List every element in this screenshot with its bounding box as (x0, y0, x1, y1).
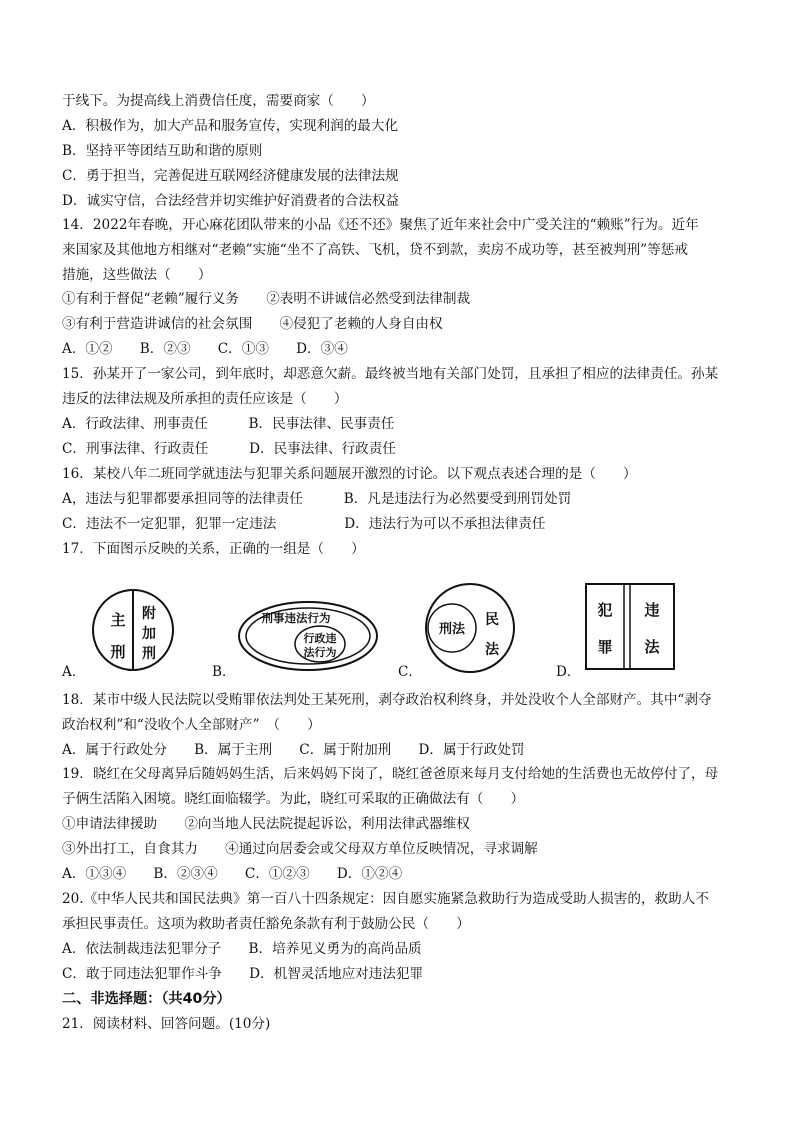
question-14-line-2: 来国家及其他地方相继对“老赖”实施“坐不了高铁、飞机，贷不到款，卖房不成功等，甚至被判刑”等惩戒 (62, 242, 688, 258)
option-c: C．勇于担当，完善促进互联网经济健康发展的法律法规 (62, 168, 399, 184)
question-20-line-1: 20.《中华人民共和国民法典》第一百八十四条规定：因自愿实施紧急救助行为造成受助人损害的，救助人不 (62, 891, 709, 907)
option-a: A．积极作为，加大产品和服务宣传，实现利润的最大化 (62, 118, 399, 134)
option-d: D．诚实守信，合法经营并切实维护好消费者的合法权益 (62, 193, 400, 209)
diagram-a-right-2: 加 (142, 626, 156, 642)
question-14-line-3: 措施，这些做法（ ） (62, 267, 212, 283)
question-14-options: A．①② B．②③ C．①③ D．③④ (62, 341, 348, 357)
question-19-options: A．①③④ B．②③④ C．①②③ D．①②④ (62, 866, 403, 882)
diagram-a-letter: A． (62, 664, 86, 680)
question-20-options-cd: C．敢于同违法犯罪作斗争 D．机智灵活地应对违法犯罪 (62, 966, 424, 982)
diagram-c-inner-label: 刑法 (438, 622, 466, 637)
question-15-options-cd: C．刑事法律、行政责任 D．民事法律、行政责任 (62, 441, 396, 457)
diagram-a-right-1: 附 (142, 606, 156, 622)
question-15-line-1: 15．孙某开了一家公司，到年底时，却恶意欠薪。最终被当地有关部门处罚，且承担了相应的法律责任。孙某 (62, 366, 719, 382)
question-18-options: A．属于行政处分 B．属于主刑 C．属于附加刑 D．属于行政处罚 (62, 742, 525, 758)
diagram-d-right-1: 违 (644, 601, 660, 619)
question-15-line-2: 违反的法律法规及所承担的责任应该是（ ） (62, 391, 348, 407)
diagram-d-left-2: 罪 (597, 638, 613, 656)
question-18-line-2: 政治权利”和“没收个人全部财产” （ ） (62, 717, 321, 733)
diagram-c-letter: C． (398, 664, 422, 680)
question-21-line: 21．阅读材料、回答问题。(10分) (62, 1016, 271, 1032)
diagram-b-inner-label-1: 行政违 (303, 632, 337, 645)
question-15-options-ab: A．行政法律、刑事责任 B．民事法律、民事责任 (62, 416, 395, 432)
question-19-line-1: 19．晓红在父母离异后随妈妈生活，后来妈妈下岗了，晓红爸爸原来每月支付给她的生活费也无故停付了，母 (62, 766, 719, 782)
diagram-a (88, 585, 178, 675)
question-20-options-ab: A．依法制裁违法犯罪分子 B．培养见义勇为的高尚品质 (62, 941, 422, 957)
statement-3-4: ③有利于营造讲诚信的社会氛围 ④侵犯了老赖的人身自由权 (62, 316, 443, 332)
question-16-options-ab: A，违法与犯罪都要承担同等的法律责任 B．凡是违法行为必然要受到刑罚处罚 (62, 491, 572, 507)
diagram-a-left-2: 刑 (110, 643, 126, 661)
question-16-line: 16．某校八年二班同学就违法与犯罪关系问题展开激烈的讨论。以下观点表述合理的是（ ） (62, 466, 637, 482)
diagram-a-left-1: 主 (110, 611, 126, 629)
question-14-line-1: 14．2022年春晚，开心麻花团队带来的小品《还不还》聚焦了近年来社会中广受关注的“赖账”行为。近年 (62, 217, 699, 233)
diagram-d-right-2: 法 (644, 638, 660, 656)
diagram-d-letter: D． (556, 664, 581, 680)
statement-1-2: ①申请法律援助 ②向当地人民法院提起诉讼，利用法律武器维权 (62, 816, 470, 832)
diagram-d (584, 582, 676, 672)
question-17-line: 17．下面图示反映的关系，正确的一组是（ ） (62, 541, 365, 557)
diagram-b-letter: B． (212, 664, 236, 680)
diagram-a-right-3: 刑 (142, 646, 156, 662)
option-b: B．坚持平等团结互助和谐的原则 (62, 143, 263, 159)
diagram-b-inner-label-2: 法行为 (303, 646, 337, 659)
diagram-c (420, 580, 520, 676)
statement-1-2: ①有利于督促“老赖”履行义务 ②表明不讲诚信必然受到法律制裁 (62, 291, 471, 307)
question-20-line-2: 承担民事责任。这项为救助者责任豁免条款有利于鼓励公民（ ） (62, 916, 470, 932)
text-line: 于线下。为提高线上消费信任度，需要商家（ ） (62, 93, 375, 109)
question-19-line-2: 子俩生活陷入困境。晓红面临辍学。为此，晓红可采取的正确做法有（ ） (62, 791, 525, 807)
question-16-options-cd: C．违法不一定犯罪，犯罪一定违法 D．违法行为可以不承担法律责任 (62, 516, 546, 532)
diagram-c-outer-label-2: 法 (485, 642, 499, 658)
section-heading: 二、非选择题：（共40分） (62, 991, 231, 1007)
question-18-line-1: 18．某市中级人民法院以受贿罪依法判处王某死刑，剥夺政治权利终身，并处没收个人全部财产。其中“剥夺 (62, 692, 712, 708)
diagram-b-outer-label: 刑事违法行为 (261, 611, 331, 625)
diagram-c-outer-label-1: 民 (485, 612, 499, 628)
diagram-b (236, 598, 380, 674)
diagram-d-left-1: 犯 (597, 601, 613, 619)
statement-3-4: ③外出打工，自食其力 ④通过向居委会或父母双方单位反映情况，寻求调解 (62, 841, 538, 857)
